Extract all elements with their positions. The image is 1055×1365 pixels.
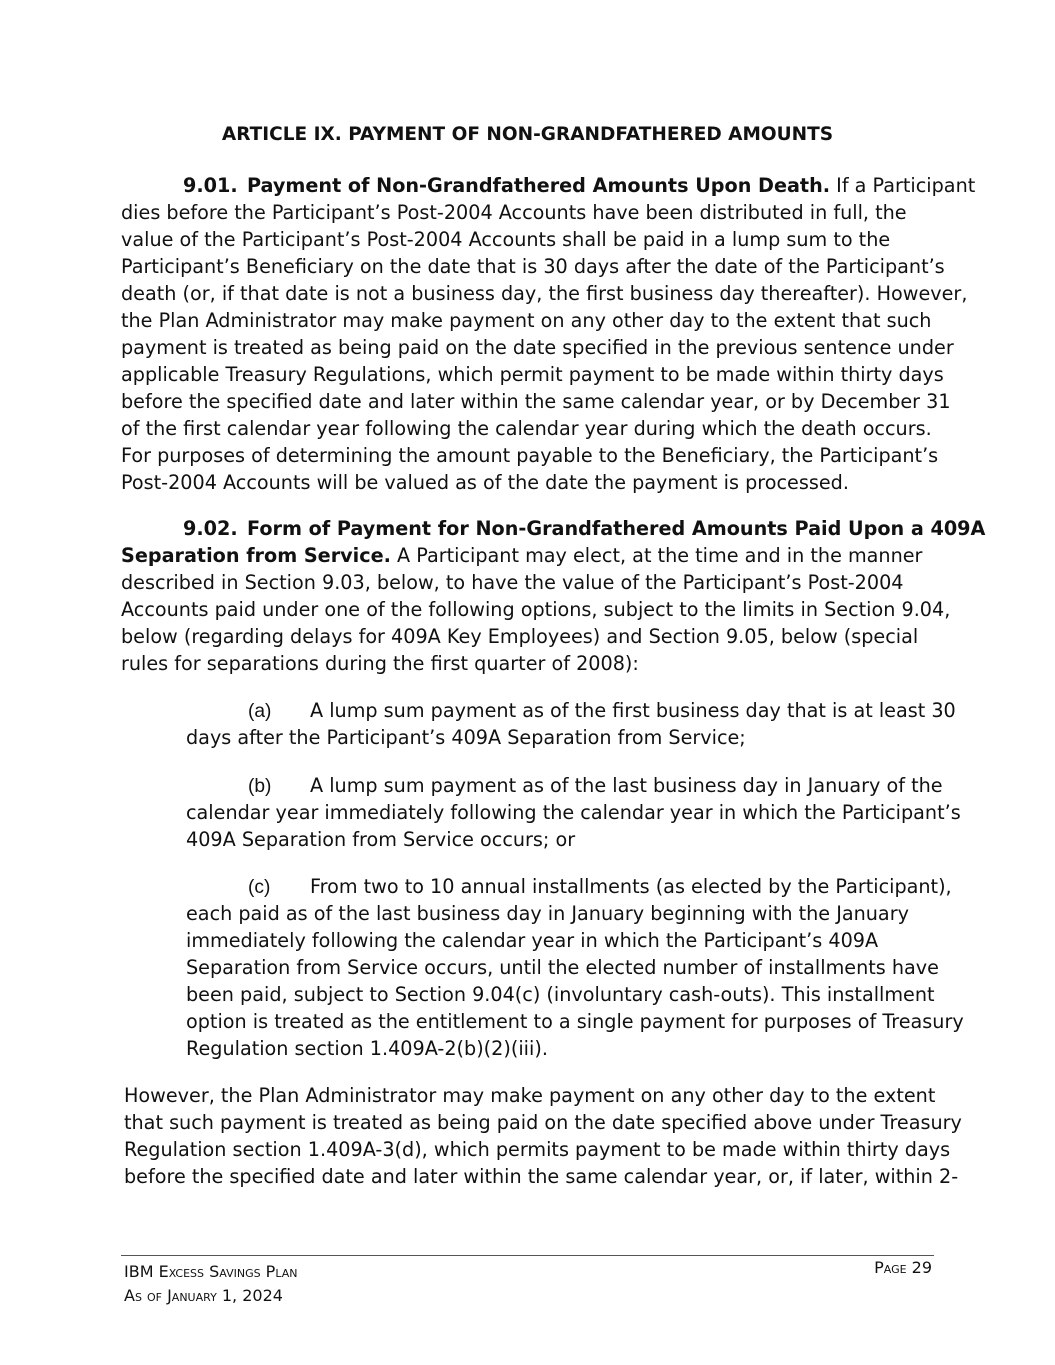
section-number: 9.02. [183,517,238,540]
item-line: A lump sum payment as of the first business day that is at least 30 [310,699,956,722]
section-9-02-heading-line [121,515,986,542]
closing-paragraph [124,1082,962,1190]
item-line: been paid, subject to Section 9.04(c) (involuntary cash-outs). This installment [186,983,935,1006]
paragraph-line: rules for separations during the first quarter of 2008): [121,652,639,675]
section-number: 9.01. [183,174,238,197]
item-line: A lump sum payment as of the last business day in January of the [310,774,943,797]
item-line: immediately following the calendar year in which the Participant’s 409A [186,929,879,952]
section-9-02 [121,515,986,677]
footer-divider [121,1255,934,1256]
item-line: 409A Separation from Service occurs; or [186,828,576,851]
paragraph-line: before the specified date and later within the same calendar year, or by December 31 [121,390,951,413]
paragraph-line: Participant’s Beneficiary on the date that is 30 days after the date of the Participant’s [121,255,945,278]
item-line: each paid as of the last business day in January beginning with the January [186,902,909,925]
paragraph-line: However, the Plan Administrator may make payment on any other day to the extent [124,1084,936,1107]
list-item-b [186,772,961,853]
item-line: From two to 10 annual installments (as elected by the Participant), [310,875,952,898]
item-line: days after the Participant’s 409A Separation from Service; [186,726,746,749]
item-label: (c) [248,877,271,898]
paragraph-line: that such payment is treated as being paid on the date specified above under Treasury [124,1111,962,1134]
paragraph-line: Accounts paid under one of the following options, subject to the limits in Section 9.04, [121,598,951,621]
item-label: (b) [248,776,272,797]
footer-left [124,1260,297,1308]
footer-page-number: Page 29 [874,1258,932,1277]
item-label: (a) [248,701,272,722]
paragraph-line: dies before the Participant’s Post-2004 Accounts have been distributed in full, the [121,201,907,224]
paragraph-line: applicable Treasury Regulations, which permit payment to be made within thirty days [121,363,944,386]
paragraph-line: below (regarding delays for 409A Key Employees) and Section 9.05, below (special [121,625,919,648]
paragraph-line: If a Participant [836,174,976,197]
section-heading: Form of Payment for Non-Grandfathered Amounts Paid Upon a 409A [247,517,986,540]
paragraph-line: For purposes of determining the amount payable to the Beneficiary, the Participant’s [121,444,939,467]
paragraph-line: of the first calendar year following the calendar year during which the death occurs. [121,417,932,440]
article-title: ARTICLE IX. PAYMENT OF NON-GRANDFATHERED AMOUNTS [221,124,834,145]
section-9-02-second-line [121,542,933,569]
paragraph-line: Post-2004 Accounts will be valued as of the date the payment is processed. [121,471,849,494]
section-heading: Payment of Non-Grandfathered Amounts Upon Death. [247,174,831,197]
paragraph-line: described in Section 9.03, below, to have the value of the Participant’s Post-2004 [121,571,904,594]
section-heading-cont: Separation from Service. [121,544,391,567]
paragraph-line: death (or, if that date is not a business day, the first business day thereafter). However, [121,282,968,305]
paragraph-line: payment is treated as being paid on the date specified in the previous sentence under [121,336,954,359]
footer-plan-name: IBM Excess Savings Plan [124,1262,298,1281]
section-9-01 [121,172,976,496]
list-item-c [186,873,964,1062]
paragraph-line: value of the Participant’s Post-2004 Accounts shall be paid in a lump sum to the [121,228,891,251]
list-item-a [186,697,956,751]
paragraph-line: the Plan Administrator may make payment on any other day to the extent that such [121,309,932,332]
paragraph-line: before the specified date and later within the same calendar year, or, if later, within 2- [124,1165,959,1188]
item-line: Separation from Service occurs, until the elected number of installments have [186,956,939,979]
footer-as-of: As of January 1, 2024 [124,1286,283,1305]
paragraph-line: Regulation section 1.409A-3(d), which permits payment to be made within thirty days [124,1138,951,1161]
item-line: calendar year immediately following the calendar year in which the Participant’s [186,801,961,824]
paragraph-line: A Participant may elect, at the time and in the manner [397,544,923,567]
section-9-01-first-line [121,172,976,199]
item-line: Regulation section 1.409A-2(b)(2)(iii). [186,1037,548,1060]
item-line: option is treated as the entitlement to a single payment for purposes of Treasury [186,1010,964,1033]
